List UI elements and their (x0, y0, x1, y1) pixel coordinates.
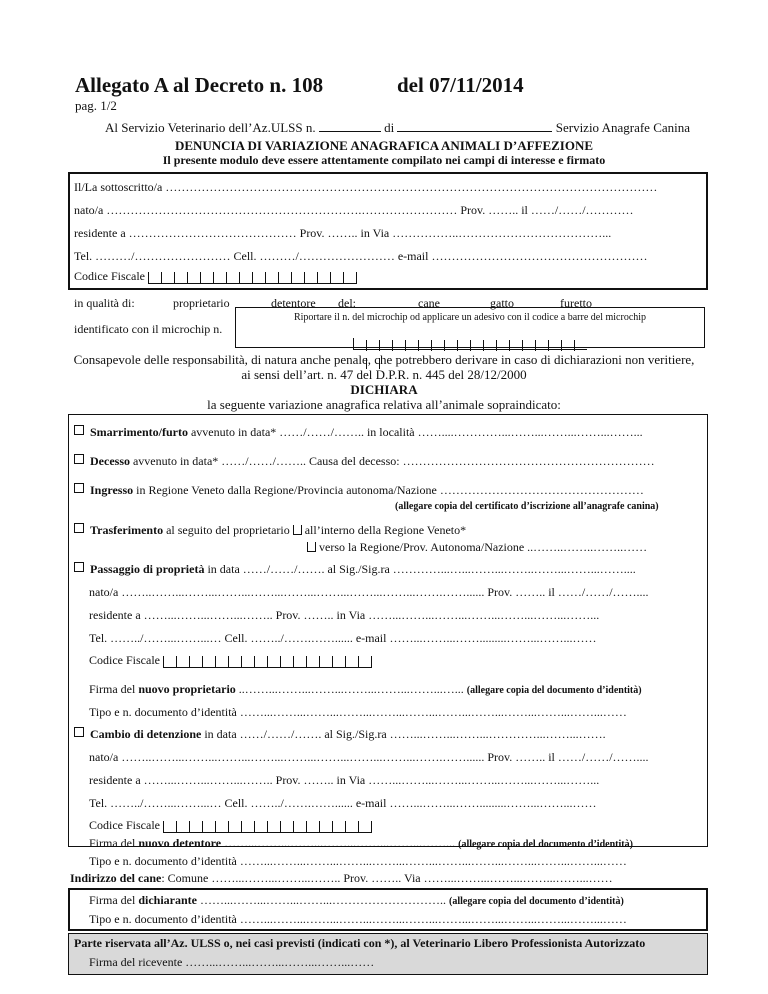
option-gatto[interactable]: gatto (490, 296, 514, 310)
checkbox-cambio[interactable] (74, 727, 84, 737)
page-title: Allegato A al Decreto n. 108 (75, 73, 324, 97)
option-trasferimento[interactable] (74, 523, 466, 538)
decesso-label: Decesso (90, 454, 130, 468)
microchip-note: Riportare il n. del microchip od applicare un adesivo con il codice a barre del microchip (293, 312, 647, 323)
doc-subtitle: Il presente modulo deve essere attentamente compilato nei campi di interesse e firmato (162, 153, 606, 167)
trasf-opt2[interactable]: verso la Regione/Prov. Autonoma/Nazione ..……..……..……..…… (319, 540, 648, 554)
option-ingresso[interactable] (74, 483, 644, 498)
ulss-number-field[interactable] (319, 120, 381, 132)
ulss-city-field[interactable] (397, 120, 552, 132)
c-firma-dots[interactable]: ……...……...……...……...……...……...……... (221, 836, 459, 850)
d-firma-pre: Firma del (89, 893, 139, 907)
cf-label: Codice Fiscale (74, 269, 145, 283)
passaggio-label: Passaggio di proprietà (90, 562, 205, 576)
cambio-fields[interactable]: in data ……/……/……. al Sig./Sig.ra ……...……...……...…………...……...……. (201, 727, 606, 741)
cambio-cf-grid[interactable] (163, 821, 372, 833)
microchip-box[interactable] (235, 307, 705, 348)
checkbox-smarrimento[interactable] (74, 425, 84, 435)
p-firma-dots[interactable]: ..……...……...……...……...……...……...…... (235, 682, 467, 696)
p-firma-note: (allegare copia del documento d’identità) (466, 685, 642, 696)
indirizzo-fields[interactable]: : Comune ……...……...……...…….. Prov. …….. Via ……...……...……...……...……...…… (161, 871, 613, 885)
d-firma-dots[interactable]: ……...……...……...……...……………………….. (197, 893, 449, 907)
in-qualita-label: in qualità di: (74, 296, 135, 310)
passaggio-cf-label: Codice Fiscale (89, 653, 160, 667)
c-firma-bold: nuovo detentore (138, 836, 222, 850)
passaggio-residente[interactable]: residente a ……...……...……...…….. Prov. …….. in Via ……...……...……...……...……...……...……... (89, 608, 600, 622)
checkbox-decesso[interactable] (74, 454, 84, 464)
doc-title: DENUNCIA DI VARIAZIONE ANAGRAFICA ANIMALI D’AFFEZIONE (174, 138, 594, 153)
option-smarrimento[interactable] (74, 425, 643, 440)
declaration-line2: ai sensi dell’art. n. 47 del D.P.R. n. 445 del 28/12/2000 (241, 367, 527, 382)
d-firma-bold: dichiarante (138, 893, 197, 907)
c-firma-pre: Firma del (89, 836, 139, 850)
decesso-fields[interactable]: avvenuto in data* ……/……/…….. Causa del decesso: ……………………………………………………… (129, 454, 655, 468)
cambio-cf-label: Codice Fiscale (89, 818, 160, 832)
passaggio-cf-grid[interactable] (163, 656, 372, 668)
addressee-di: di (384, 120, 395, 135)
ingresso-note: (allegare copia del certificato d’iscrizione all’anagrafe canina) (395, 501, 659, 512)
cambio-cf (89, 818, 372, 833)
option-proprietario[interactable]: proprietario (173, 296, 230, 310)
declaration-line3: la seguente variazione anagrafica relativa all’animale sopraindicato: (207, 397, 561, 412)
option-cane[interactable]: cane (418, 296, 440, 310)
owner-codice-fiscale (74, 269, 357, 284)
owner-birth-field[interactable]: nato/a ……………………………………………………….…………………… Prov. …….. il ……/……/………… (74, 203, 634, 217)
addressee-line (105, 120, 690, 136)
c-firma-note: (allegare copia del documento d’identità) (458, 839, 633, 850)
checkbox-ingresso[interactable] (74, 483, 84, 493)
ingresso-label: Ingresso (90, 483, 134, 497)
trasf-opt2-row[interactable] (304, 540, 647, 555)
addressee-post: Servizio Anagrafe Canina (555, 120, 691, 135)
option-detentore[interactable]: detentore (271, 296, 316, 310)
microchip-label: identificato con il microchip n. (74, 322, 223, 336)
cambio-firma[interactable] (89, 836, 633, 851)
smarrimento-fields[interactable]: avvenuto in data* ……/……/…….. in località ……....…………...……...……...……...……... (187, 425, 643, 439)
smarrimento-label: Smarrimento/furto (90, 425, 188, 439)
d-firma-note: (allegare copia del documento d’identità) (449, 896, 624, 907)
passaggio-tel[interactable]: Tel. ……../……...……...… Cell. ……../…….……...... e-mail ……...……...…….........……...……...…… (89, 631, 597, 645)
owner-residence-field[interactable]: residente a …………………………………… Prov. …….. in Via ……………..………………………………... (74, 226, 612, 240)
option-furetto[interactable]: furetto (560, 296, 592, 310)
microchip-grid[interactable] (353, 338, 587, 350)
decree-date: del 07/11/2014 (397, 73, 524, 97)
owner-contact-field[interactable]: Tel. ………/…………………… Cell. ………/…………………… e-mail ……………………………………………… (74, 249, 648, 263)
indirizzo-label: Indirizzo del cane (70, 871, 162, 885)
cambio-tel[interactable]: Tel. ……../……...……...… Cell. ……../…….……...... e-mail ……...……...…….........……...……...…… (89, 796, 597, 810)
passaggio-tipo-doc[interactable]: Tipo e n. documento d’identità ……...……...……...……...……...……...……...……...……...……...……...…… (89, 705, 627, 719)
checkbox-passaggio[interactable] (74, 562, 84, 572)
dichiara-heading: DICHIARA (350, 382, 418, 397)
p-firma-bold: nuovo proprietario (138, 682, 236, 696)
passaggio-firma[interactable] (89, 682, 642, 697)
riservata-title: Parte riservata all’Az. ULSS o, nei casi previsti (indicati con *), al Veterinario Libero Professionista Autorizzato (74, 936, 646, 950)
trasferimento-label: Trasferimento (90, 523, 164, 537)
option-cambio[interactable] (74, 727, 606, 742)
checkbox-trasferimento[interactable] (74, 523, 84, 533)
del-label: del: (338, 296, 356, 310)
passaggio-nato[interactable]: nato/a ……..……...……...……...……...……...……...……...……...…….……...... Prov. …….. il ……/……/…….... (89, 585, 649, 599)
trasferimento-text: al seguito del proprietario (163, 523, 290, 537)
indirizzo-cane[interactable] (70, 871, 613, 886)
checkbox-trasf-veneto[interactable] (293, 525, 302, 535)
cambio-label: Cambio di detenzione (90, 727, 202, 741)
passaggio-fields[interactable]: in data ……/……/……. al Sig./Sig.ra …………...…...……...……..……...……...…….... (204, 562, 636, 576)
owner-name-field[interactable]: Il/La sottoscritto/a …………………………………………………………………………………………………………… (74, 180, 658, 194)
checkbox-trasf-extra[interactable] (307, 542, 316, 552)
p-firma-pre: Firma del (89, 682, 139, 696)
cambio-nato[interactable]: nato/a ……..……...……...……...……...……...……...……...……...…….……...... Prov. …….. il ……/……/…….... (89, 750, 649, 764)
ingresso-fields[interactable]: in Regione Veneto dalla Regione/Provincia autonoma/Nazione …………………………………………… (133, 483, 644, 497)
declaration-line1: Consapevole delle responsabilità, di natura anche penale, che potrebbero derivare in caso di dichiarazioni non veritiere, (73, 352, 695, 367)
cambio-residente[interactable]: residente a ……...……...……...…….. Prov. …….. in Via ……...……...……...……...……...……...……... (89, 773, 600, 787)
option-decesso[interactable] (74, 454, 655, 469)
addressee-pre: Al Servizio Veterinario dell’Az.ULSS n. (105, 120, 316, 135)
dichiarante-tipo-doc[interactable]: Tipo e n. documento d’identità ……...……...……...……...……...……...……...……...……...……...……...…… (89, 912, 627, 926)
page-number: pag. 1/2 (75, 98, 117, 113)
option-passaggio[interactable] (74, 562, 636, 577)
dichiarante-firma[interactable] (89, 893, 624, 908)
riservata-firma[interactable]: Firma del ricevente ……...……...……...……...……...…… (89, 955, 375, 969)
cf-grid[interactable] (148, 272, 357, 284)
cambio-tipo-doc[interactable]: Tipo e n. documento d’identità ……...……...……...……...……...……...……...……...……...……...……...…… (89, 854, 627, 868)
passaggio-cf (89, 653, 372, 668)
trasf-opt1: all’interno della Regione Veneto* (304, 523, 467, 537)
